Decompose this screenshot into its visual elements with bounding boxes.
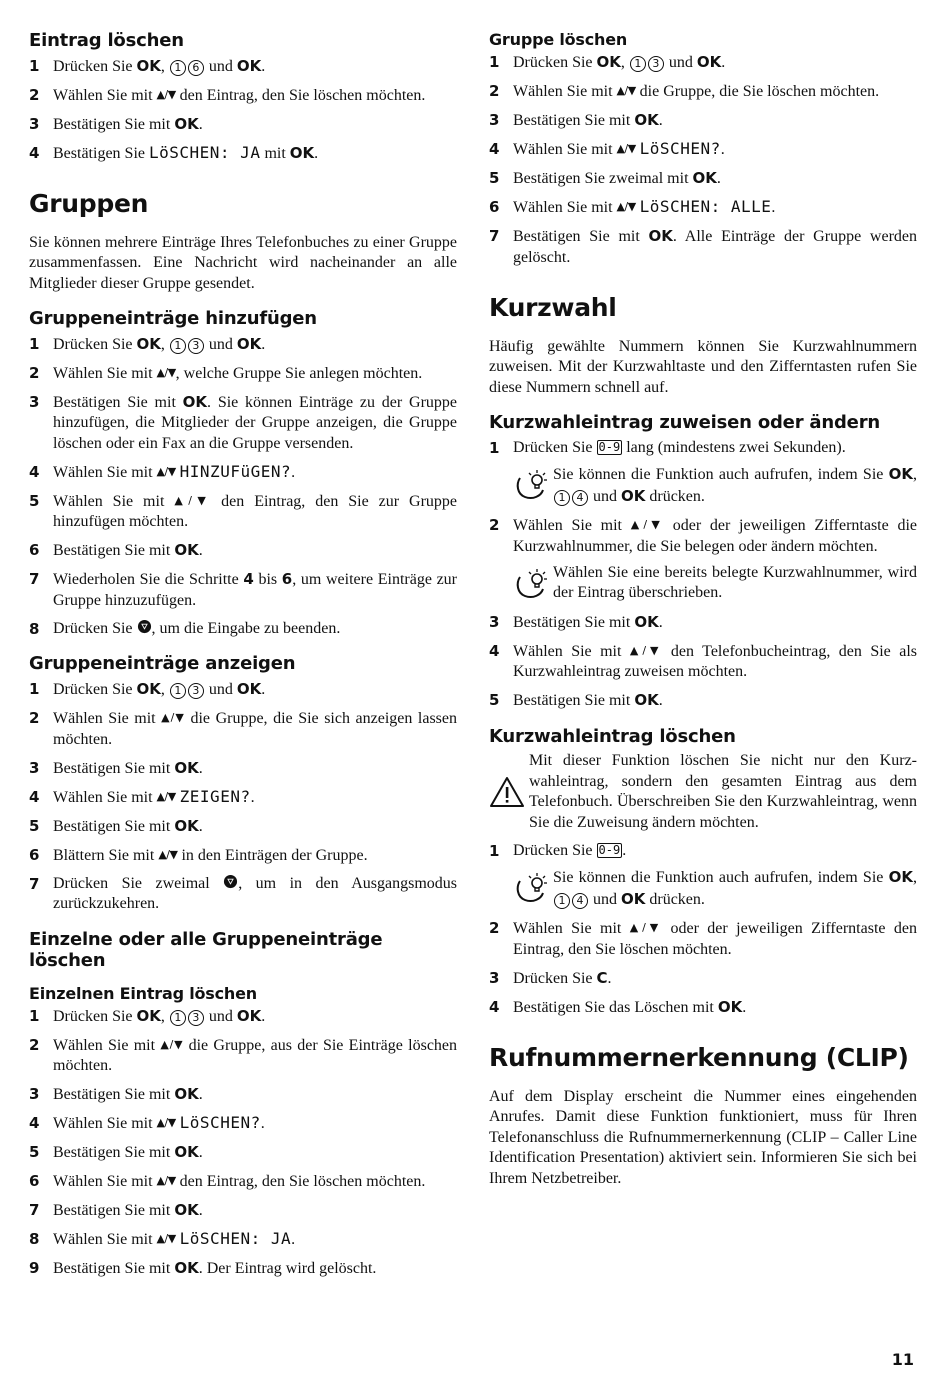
step: 6 Blättern Sie mit ▲/▼ in den Einträgen der Gruppe. — [29, 845, 457, 867]
step: 2 Wählen Sie mit ▲/▼ die Gruppe, die Sie sich anzeigen lassen möchten. — [29, 708, 457, 750]
step: 1 Drücken Sie OK, 1 3 und OK. — [29, 334, 457, 356]
ok-key-label: OK — [174, 114, 199, 133]
step-number: 2 — [489, 82, 500, 101]
step: 4 Bestätigen Sie LöSCHEN: JA mit OK. — [29, 143, 457, 165]
up-down-arrows-icon: ▲/▼ — [616, 200, 636, 214]
speed-dial-key-icon: 0-9 — [598, 843, 621, 858]
step-number: 2 — [29, 709, 40, 728]
step: 3 Bestätigen Sie mit OK. Sie können Einträge zu der Gruppe hinzufügen, die Mitglieder der Gruppe anzeigen, die Gruppe löschen oder ein Fax an die Gruppe versenden. — [29, 392, 457, 455]
page-number: 11 — [891, 1350, 914, 1369]
display-text: LöSCHEN: ALLE — [639, 197, 772, 217]
ok-key-label: OK — [236, 56, 262, 75]
step: 1 Drücken Sie 0-9 . — [489, 842, 627, 861]
step-number: 4 — [29, 462, 40, 481]
up-down-arrows-icon: ▲/▼ — [156, 365, 176, 379]
section-heading: Kurzwahleintrag zuweisen oder ändern — [489, 412, 880, 434]
chapter-heading: Rufnummernerkennung (CLIP) — [489, 1043, 909, 1073]
up-down-arrows-icon: ▲/▼ — [156, 789, 176, 803]
ok-key-label: OK — [634, 111, 659, 130]
step-number: 5 — [489, 169, 500, 188]
tip-text: Sie können die Funktion auch aufrufen, indem Sie OK, 1 4 und OK drücken. — [553, 868, 917, 908]
step: 5 Bestätigen Sie mit OK. — [489, 690, 917, 712]
display-text: LöSCHEN? — [179, 1113, 261, 1133]
step: 1 Drücken Sie OK, 1 6 und OK. — [29, 56, 457, 78]
step-number: 3 — [29, 114, 40, 133]
step: 8 Wählen Sie mit ▲/▼ LöSCHEN: JA. — [29, 1229, 457, 1251]
step-list — [29, 56, 457, 165]
step-reference: 4 — [243, 570, 254, 589]
subsection-heading: Gruppe löschen — [489, 30, 628, 49]
intro-paragraph: Häufig gewählte Nummern können Sie Kurzwahlnummern zuweisen. Mit der Kurzwahltaste und den Zifferntasten rufen Sie diese Nummern schnell auf. — [489, 337, 917, 396]
circled-digit-icon: 6 — [188, 60, 204, 76]
step: 5 Wählen Sie mit ▲/▼ den Eintrag, den Sie zur Gruppe hinzufügen möchten. — [29, 491, 457, 533]
ok-key-label: OK — [236, 680, 262, 699]
step-number: 5 — [489, 691, 500, 710]
step-number: 3 — [489, 612, 500, 631]
step-number: 1 — [489, 439, 500, 458]
up-down-arrows-icon: ▲/▼ — [156, 464, 176, 478]
ok-key-label: OK — [717, 997, 743, 1016]
tip-note — [513, 867, 917, 910]
intro-paragraph: Auf dem Display erscheint die Nummer eines eingehenden Anrufes. Damit diese Funktion funktioniert, muss für Ihren Telefonanschluss die Rufnummernerkennung (CLIP – Caller Line Identification Presentation) aktiviert sein. Informieren Sie sich bei Ihrem Netzbetreiber. — [489, 1087, 917, 1187]
speed-dial-key-icon: 0-9 — [598, 440, 621, 455]
ok-key-label: OK — [182, 392, 208, 411]
step-number: 4 — [29, 787, 40, 806]
ok-key-label: OK — [136, 680, 161, 699]
up-down-arrows-icon: ▲/▼ — [156, 1174, 176, 1188]
step-list — [29, 334, 457, 640]
step-number: 5 — [29, 816, 40, 835]
step: 4 Wählen Sie mit ▲/▼ den Telefonbucheintrag, den Sie als Kurzwahleintrag zuweisen möchten. — [489, 641, 917, 683]
up-down-arrows-icon: ▲/▼ — [616, 142, 636, 156]
subsection-heading: Einzelnen Eintrag löschen — [29, 983, 257, 1003]
step: 6 Bestätigen Sie mit OK. — [29, 540, 457, 562]
step: 4 Wählen Sie mit ▲/▼ ZEIGEN?. — [29, 787, 457, 809]
ok-key-label: OK — [174, 1085, 199, 1104]
ok-key-label: OK — [692, 169, 717, 188]
section-heading: Eintrag löschen — [29, 30, 184, 51]
up-down-arrows-icon: ▲/▼ — [174, 493, 212, 507]
c-key-label: C — [596, 968, 608, 987]
ok-key-label: OK — [888, 465, 913, 484]
step-list — [489, 438, 917, 712]
warning-note — [489, 751, 917, 833]
step-number: 6 — [29, 845, 40, 864]
circled-digit-icon: 4 — [572, 893, 588, 909]
stop-key-icon — [137, 619, 152, 634]
step-number: 6 — [29, 541, 40, 560]
step: 4 Wählen Sie mit ▲/▼ LöSCHEN?. — [29, 1113, 457, 1135]
stop-key-icon — [223, 874, 238, 889]
step: 6 Wählen Sie mit ▲/▼ den Eintrag, den Sie löschen möchten. — [29, 1171, 457, 1193]
step-number: 1 — [489, 53, 500, 72]
tip-hand-icon — [513, 867, 553, 905]
up-down-arrows-icon: ▲/▼ — [161, 711, 185, 725]
step-number: 6 — [489, 198, 500, 217]
step-reference: 6 — [281, 570, 293, 589]
step-number: 7 — [29, 570, 40, 589]
step-number: 5 — [29, 1143, 40, 1162]
step: 1 Drücken Sie OK, 1 3 und OK. — [489, 52, 917, 74]
display-text: ZEIGEN? — [179, 786, 251, 806]
circled-digit-icon: 3 — [648, 56, 664, 72]
ok-key-label: OK — [289, 143, 315, 162]
step-number: 7 — [29, 1201, 40, 1220]
ok-key-label: OK — [888, 868, 913, 887]
step: 2 Wählen Sie mit ▲/▼ die Gruppe, aus der Sie Einträge löschen möchten. — [29, 1035, 457, 1077]
step-number: 3 — [29, 758, 40, 777]
tip-text: Sie können die Funktion auch aufrufen, indem Sie OK, 1 4 und OK drücken. — [553, 465, 917, 505]
step: 5 Bestätigen Sie mit OK. — [29, 816, 457, 838]
section-heading: Gruppeneinträge anzeigen — [29, 653, 296, 675]
circled-digit-icon: 1 — [170, 683, 186, 699]
circled-digit-icon: 3 — [188, 1010, 204, 1026]
step-number: 3 — [489, 968, 500, 987]
warning-text: Mit dieser Funktion löschen Sie nicht nur den Kurzwahleintrag, sondern den gesamten Eintrag aus dem Telefonbuch. Überschreiben Sie den Kurzwahleintrag, wenn Sie die Zuweisung ändern möchten. — [529, 752, 917, 831]
tip-note — [513, 563, 917, 604]
circled-digit-icon: 1 — [554, 490, 570, 506]
up-down-arrows-icon: ▲/▼ — [158, 847, 178, 861]
step-number: 9 — [29, 1259, 40, 1278]
tip-text: Wählen Sie eine bereits belegte Kurzwahlnummer, wird der Eintrag überschrieben. — [553, 563, 917, 602]
step: 3 Bestätigen Sie mit OK. — [489, 110, 917, 132]
step-number: 1 — [29, 334, 40, 353]
display-text: LöSCHEN? — [639, 139, 721, 159]
ok-key-label: OK — [621, 889, 646, 908]
step-number: 2 — [489, 919, 500, 938]
step: 1 Drücken Sie OK, 1 3 und OK. — [29, 1006, 457, 1028]
step: 3 Bestätigen Sie mit OK. — [29, 1084, 457, 1106]
section-heading: Gruppeneinträge hinzufügen — [29, 308, 317, 330]
up-down-arrows-icon: ▲/▼ — [616, 84, 636, 98]
step-number: 4 — [29, 143, 40, 162]
step-number: 4 — [489, 140, 500, 159]
right-column — [489, 30, 917, 1195]
ok-key-label: OK — [648, 227, 673, 246]
ok-key-label: OK — [634, 612, 659, 631]
step-list — [29, 679, 457, 915]
step: 3 Bestätigen Sie mit OK. — [29, 758, 457, 780]
step: 5 Bestätigen Sie mit OK. — [29, 1142, 457, 1164]
step-number: 8 — [29, 1230, 40, 1249]
ok-key-label: OK — [136, 1006, 161, 1025]
display-text: LöSCHEN: JA — [179, 1229, 292, 1249]
step: 5 Bestätigen Sie zweimal mit OK. — [489, 168, 917, 190]
step: 2 Wählen Sie mit ▲/▼ die Gruppe, die Sie löschen möchten. — [489, 81, 917, 103]
step-number: 1 — [29, 1006, 40, 1025]
ok-key-label: OK — [136, 334, 161, 353]
step-number: 5 — [29, 491, 40, 510]
step-number: 4 — [489, 641, 500, 660]
up-down-arrows-icon: ▲/▼ — [629, 921, 663, 935]
step: 4 Wählen Sie mit ▲/▼ LöSCHEN?. — [489, 139, 917, 161]
circled-digit-icon: 3 — [188, 683, 204, 699]
step: 7 Bestätigen Sie mit OK. — [29, 1200, 457, 1222]
up-down-arrows-icon: ▲/▼ — [156, 1232, 176, 1246]
step: 7 Wiederholen Sie die Schritte 4 bis 6, um weitere Einträge zur Gruppe hinzuzufügen. — [29, 569, 457, 611]
step: 3 Bestätigen Sie mit OK. — [489, 612, 917, 634]
step: 6 Wählen Sie mit ▲/▼ LöSCHEN: ALLE. — [489, 197, 917, 219]
ok-key-label: OK — [634, 691, 659, 710]
step: 1 Drücken Sie OK, 1 3 und OK. — [29, 679, 457, 701]
circled-digit-icon: 1 — [554, 893, 570, 909]
step: 2 Wählen Sie mit ▲/▼ oder der jeweiligen Zifferntaste die Kurzwahlnummer, die Sie belegen oder ändern möchten. — [489, 515, 917, 557]
up-down-arrows-icon: ▲/▼ — [156, 1116, 176, 1130]
step: 4 Wählen Sie mit ▲/▼ HINZUFüGEN?. — [29, 462, 457, 484]
circled-digit-icon: 4 — [572, 490, 588, 506]
chapter-heading: Gruppen — [29, 189, 149, 219]
step: 9 Bestätigen Sie mit OK. Der Eintrag wird gelöscht. — [29, 1258, 457, 1280]
step-number: 2 — [29, 85, 40, 104]
up-down-arrows-icon: ▲/▼ — [630, 518, 664, 532]
display-text: HINZUFüGEN? — [179, 461, 292, 481]
step-list — [489, 841, 917, 1018]
step-number: 7 — [29, 874, 40, 893]
step: 3 Drücken Sie C. — [489, 968, 917, 990]
circled-digit-icon: 1 — [170, 60, 186, 76]
step: 1 Drücken Sie 0-9 lang (mindestens zwei Sekunden). — [489, 439, 846, 458]
ok-key-label: OK — [136, 56, 161, 75]
step-number: 2 — [489, 516, 500, 535]
step-list — [29, 1006, 457, 1280]
step: 8 Drücken Sie , um die Eingabe zu beenden. — [29, 619, 341, 638]
display-text: LöSCHEN: JA — [148, 142, 261, 162]
up-down-arrows-icon: ▲/▼ — [160, 1037, 184, 1051]
ok-key-label: OK — [174, 541, 199, 560]
left-column — [29, 30, 457, 1287]
section-heading: Einzelne oder alle Gruppeneinträge löschen — [29, 928, 383, 972]
intro-paragraph: Sie können mehrere Einträge Ihres Telefonbuches zu einer Gruppe zusammenfassen. Eine Nachricht wird nacheinander an alle Mitglieder dieser Gruppe gesendet. — [29, 233, 457, 292]
ok-key-label: OK — [596, 53, 621, 72]
step-number: 7 — [489, 227, 500, 246]
ok-key-label: OK — [174, 1259, 199, 1278]
up-down-arrows-icon: ▲/▼ — [629, 643, 663, 657]
up-down-arrows-icon: ▲/▼ — [156, 87, 176, 101]
tip-hand-icon — [513, 563, 553, 601]
step-list — [489, 52, 917, 268]
step: 2 Wählen Sie mit ▲/▼, welche Gruppe Sie anlegen möchten. — [29, 363, 457, 385]
step-number: 3 — [489, 111, 500, 130]
step: 4 Bestätigen Sie das Löschen mit OK. — [489, 997, 917, 1019]
step: 2 Wählen Sie mit ▲/▼ oder der jeweiligen Zifferntaste den Eintrag, den Sie löschen möchten. — [489, 918, 917, 960]
step: 3 Bestätigen Sie mit OK. — [29, 114, 457, 136]
step-number: 3 — [29, 392, 40, 411]
ok-key-label: OK — [696, 53, 722, 72]
step-number: 2 — [29, 363, 40, 382]
step-number: 8 — [29, 619, 40, 638]
step-number: 3 — [29, 1085, 40, 1104]
circled-digit-icon: 1 — [170, 338, 186, 354]
ok-key-label: OK — [621, 486, 646, 505]
step-number: 2 — [29, 1035, 40, 1054]
tip-note — [513, 464, 917, 507]
step-number: 1 — [29, 680, 40, 699]
circled-digit-icon: 1 — [170, 1010, 186, 1026]
circled-digit-icon: 1 — [630, 56, 646, 72]
step-number: 1 — [29, 56, 40, 75]
step-number: 4 — [29, 1114, 40, 1133]
step-number: 6 — [29, 1172, 40, 1191]
ok-key-label: OK — [174, 1201, 199, 1220]
step: 7 Bestätigen Sie mit OK. Alle Einträge der Gruppe werden gelöscht. — [489, 226, 917, 268]
step: 7 Drücken Sie zweimal , um in den Ausgangsmodus zurückzukehren. — [29, 874, 457, 915]
section-heading: Kurzwahleintrag löschen — [489, 725, 736, 747]
ok-key-label: OK — [174, 1143, 199, 1162]
tip-hand-icon — [513, 464, 553, 502]
step-number: 4 — [489, 997, 500, 1016]
warning-triangle-icon — [489, 751, 529, 833]
step-number: 1 — [489, 842, 500, 861]
chapter-heading: Kurzwahl — [489, 293, 617, 323]
ok-key-label: OK — [174, 816, 199, 835]
ok-key-label: OK — [236, 1006, 262, 1025]
circled-digit-icon: 3 — [188, 338, 204, 354]
ok-key-label: OK — [236, 334, 262, 353]
step: 2 Wählen Sie mit ▲/▼ den Eintrag, den Sie löschen möchten. — [29, 85, 457, 107]
ok-key-label: OK — [174, 758, 199, 777]
